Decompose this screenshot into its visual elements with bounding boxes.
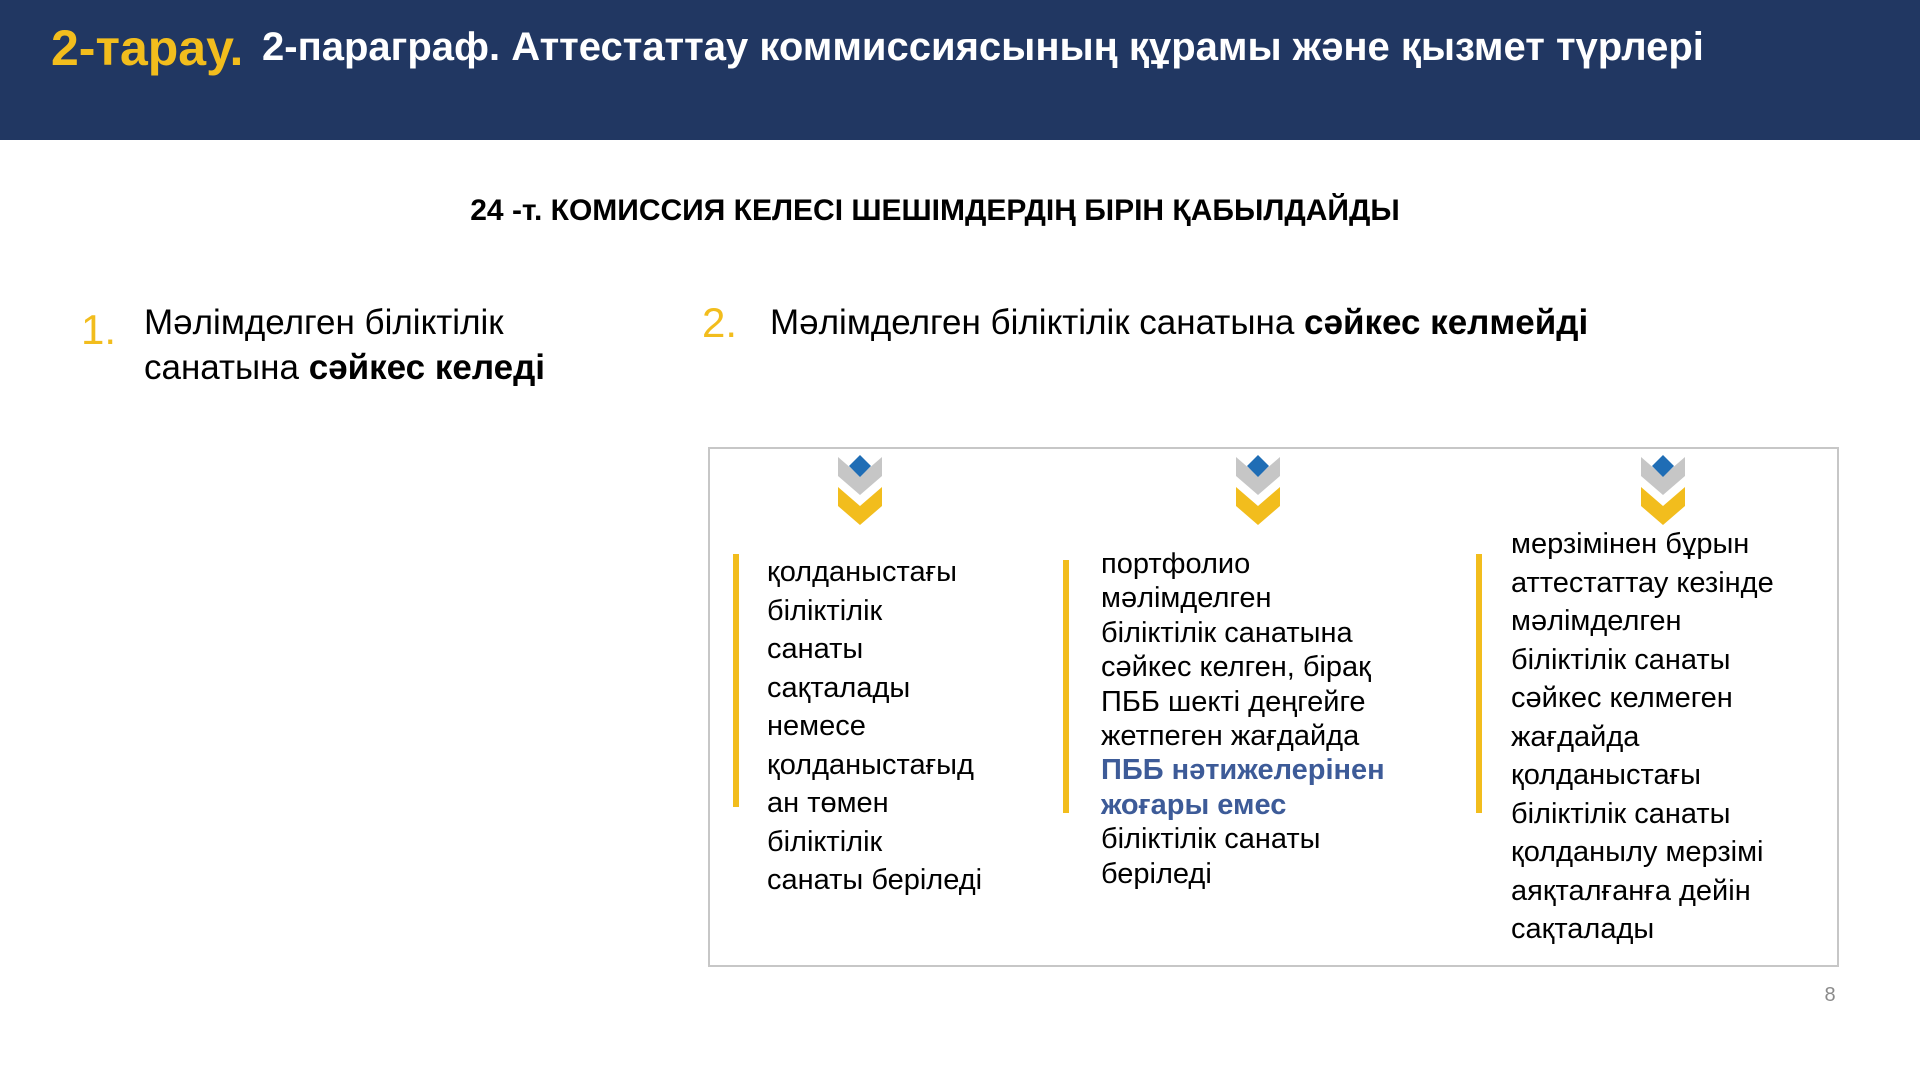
column-1-line: сақталады [767, 671, 911, 704]
column-1-accent-line [733, 554, 739, 807]
page-number: 8 [1824, 984, 1836, 1006]
column-3-line: қолданылу мерзімі [1511, 836, 1764, 868]
option-2-text [770, 300, 1588, 345]
column-3-line: біліктілік санаты [1511, 643, 1731, 676]
column-2-highlight: жоғары емес [1101, 788, 1287, 821]
column-2-line: беріледі [1101, 857, 1212, 890]
option-2-number: 2. [702, 299, 738, 346]
column-3-line: сәйкес келмеген [1511, 682, 1733, 714]
column-3-line: мәлімделген [1511, 605, 1682, 637]
column-2-text [1101, 547, 1385, 891]
column-3-accent-line [1476, 554, 1482, 813]
column-3-line: біліктілік санаты [1511, 797, 1731, 830]
column-2-line: сәйкес келген, бірақ [1101, 651, 1371, 684]
column-2-highlight: ПББ нәтижелерінен [1101, 754, 1385, 787]
column-1-line: қолданыстағы [767, 556, 958, 588]
column-1-line: немесе [767, 710, 866, 742]
column-1-line: ан төмен [767, 787, 889, 819]
column-1-text [767, 553, 982, 900]
column-2-line: жетпеген жағдайда [1101, 720, 1360, 753]
column-1-line: санаты беріледі [767, 864, 983, 896]
column-2-line: ПББ шекті деңгейге [1101, 685, 1366, 718]
column-3-line: аяқталғанға дейін [1511, 874, 1751, 907]
column-1-line: біліктілік [767, 594, 883, 627]
option-1-text [144, 300, 545, 390]
option-1-line2: санатына [144, 348, 309, 387]
section-subtitle: 24 -т. КОМИССИЯ КЕЛЕСІ ШЕШІМДЕРДІҢ БІРІН ҚАБЫЛДАЙДЫ [470, 194, 1400, 227]
column-1-line: қолданыстағыд [767, 748, 974, 781]
column-3-line: мерзімінен бұрын [1511, 528, 1750, 560]
column-3-line: қолданыстағы [1511, 759, 1702, 791]
title-bar [0, 0, 1920, 140]
column-2-line: мәлімделген [1101, 582, 1272, 615]
column-3-line: аттестаттау кезінде [1511, 566, 1774, 599]
option-2-plain: Мәлімделген біліктілік санатына [770, 303, 1305, 342]
chevron-down-icon [1638, 454, 1688, 526]
option-1-line1: Мәлімделген біліктілік [144, 303, 504, 342]
column-2-line: біліктілік санаты [1101, 823, 1321, 856]
column-3-line: сақталады [1511, 913, 1655, 945]
column-1-line: санаты [767, 633, 864, 665]
option-1-number: 1. [81, 306, 117, 353]
column-2-line: портфолио [1101, 548, 1251, 580]
column-2-line: біліктілік санатына [1101, 616, 1353, 649]
column-3-text [1511, 525, 1774, 949]
chevron-down-icon [1233, 454, 1283, 526]
paragraph-title: 2-параграф. Аттестаттау коммиссиясының құрамы және қызмет түрлері [262, 25, 1704, 69]
chevron-down-icon [835, 454, 885, 526]
chapter-label: 2-тарау. [51, 20, 244, 76]
column-2-accent-line [1063, 560, 1069, 813]
column-3-line: жағдайда [1511, 720, 1640, 753]
option-1-bold: сәйкес келеді [308, 348, 546, 387]
column-1-line: біліктілік [767, 825, 883, 858]
option-2-bold: сәйкес келмейді [1304, 303, 1589, 342]
